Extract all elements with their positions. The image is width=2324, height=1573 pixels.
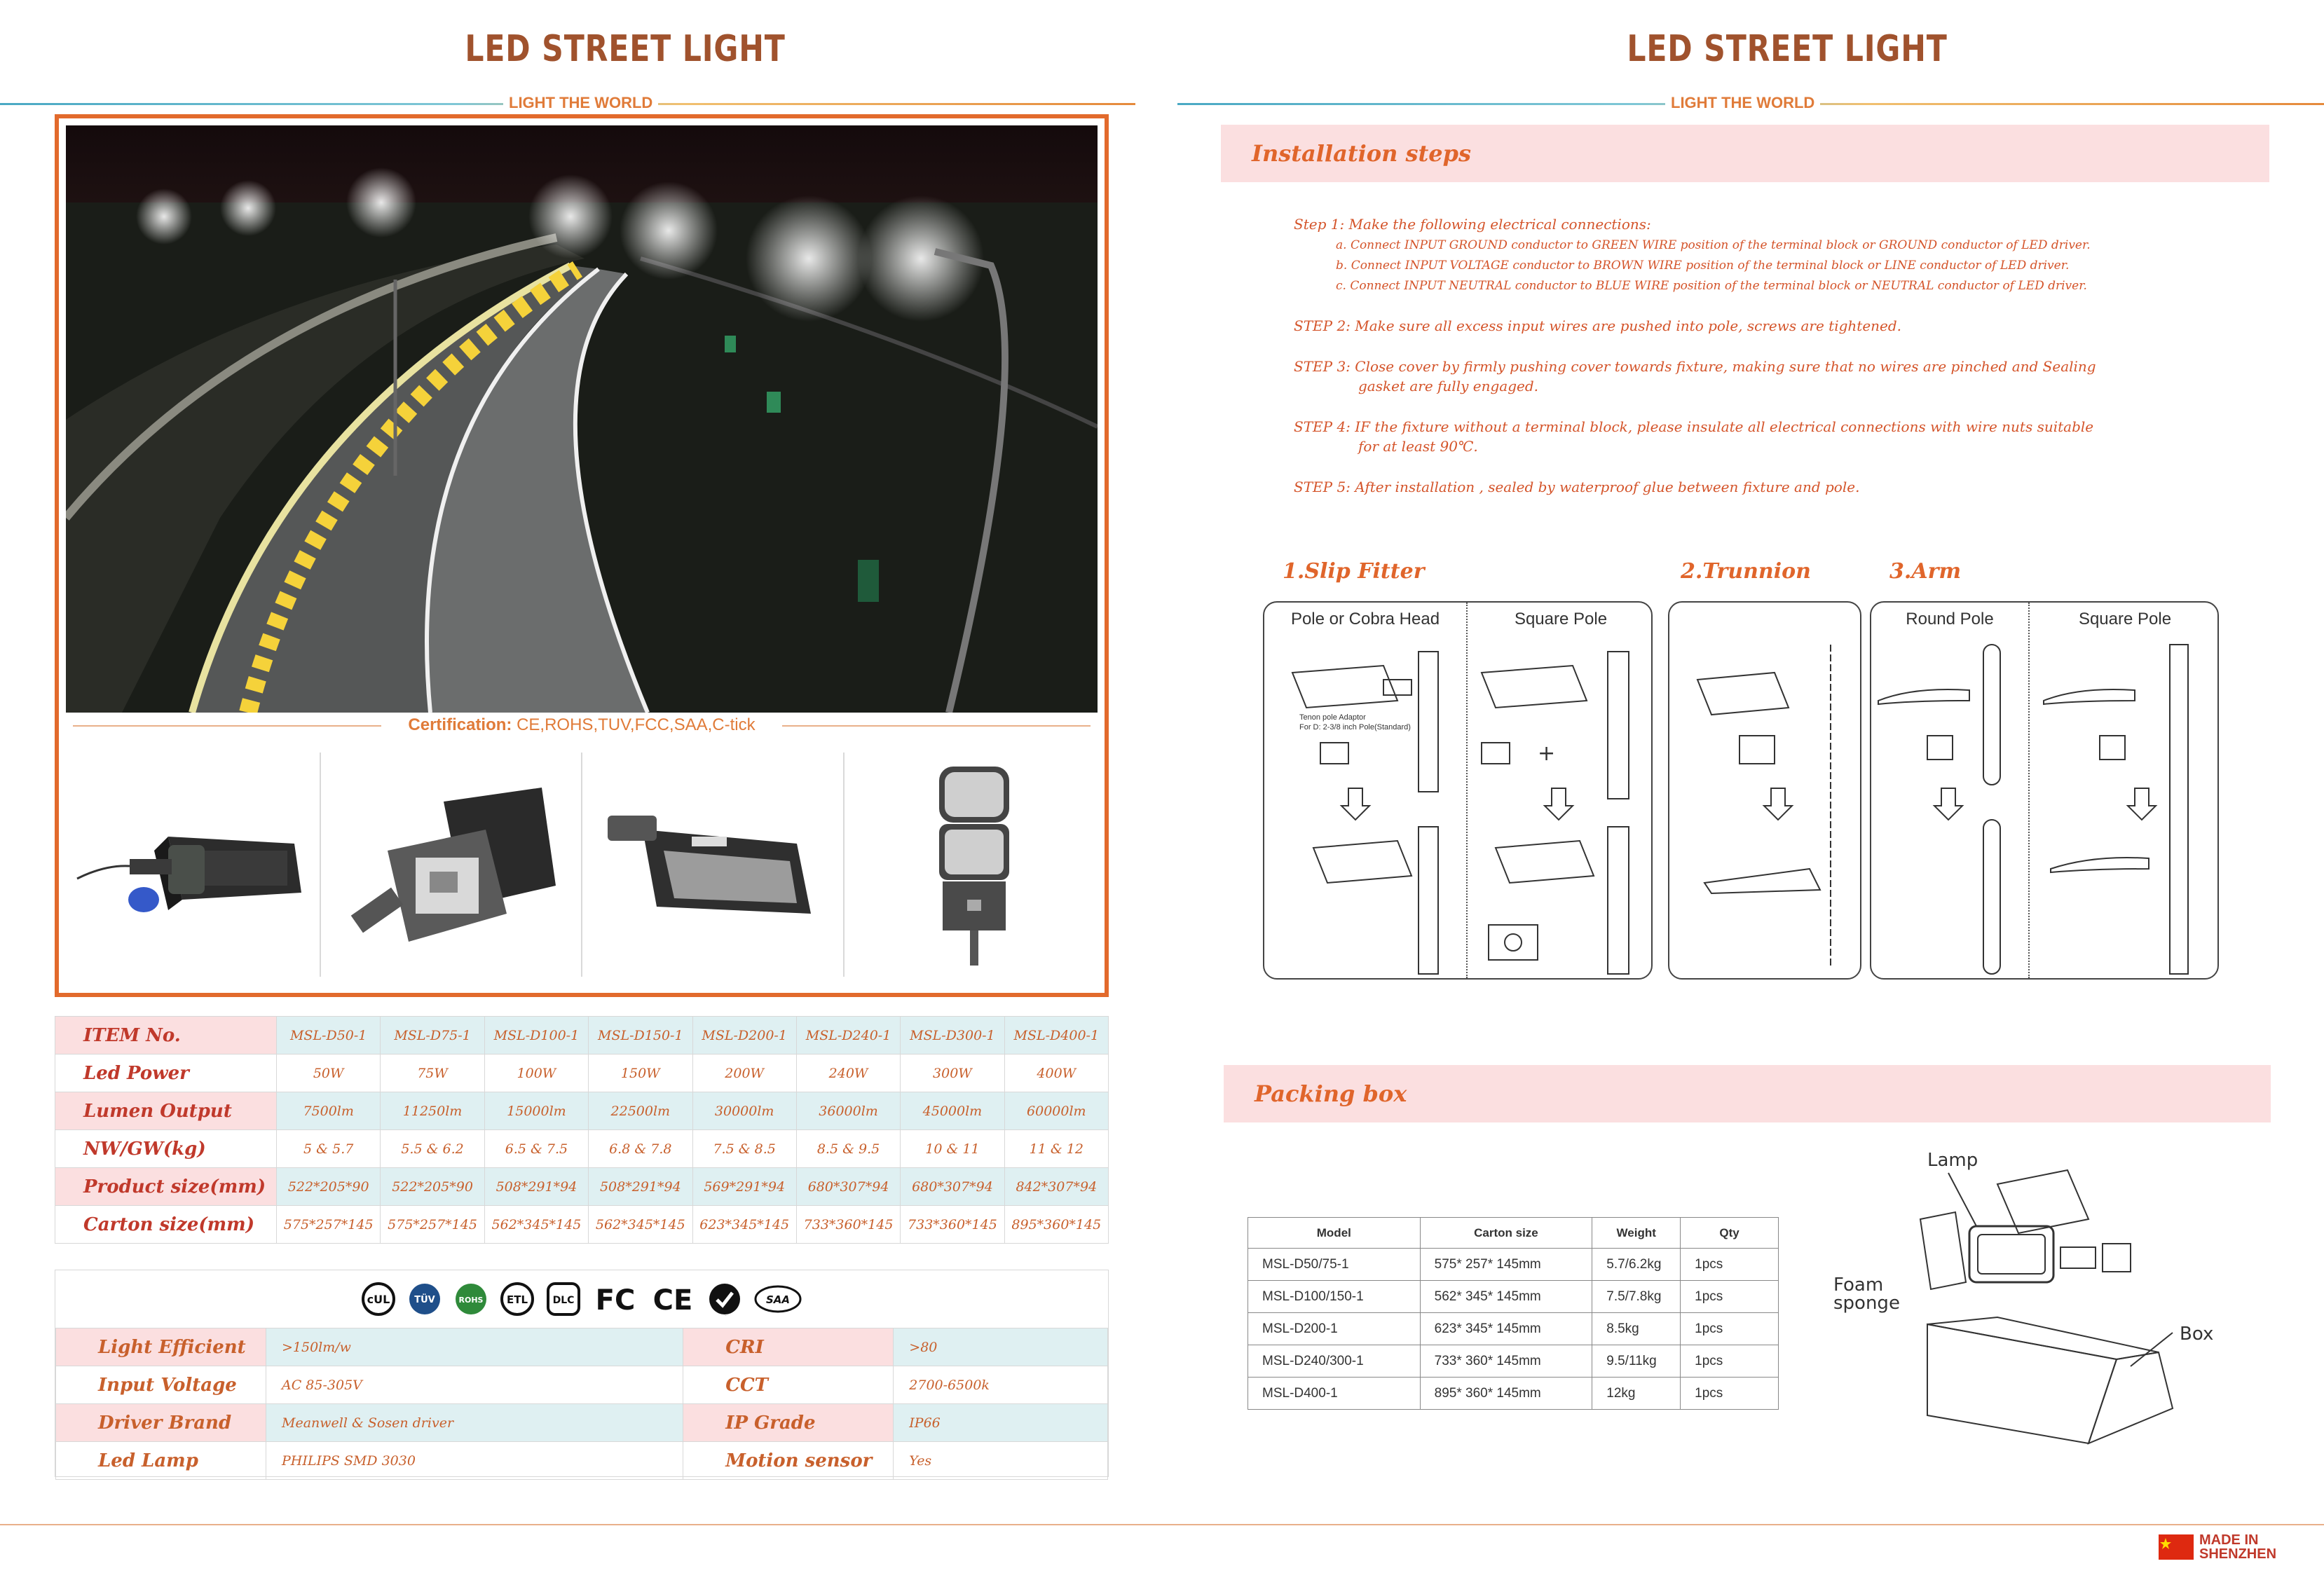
product-image-sensor	[59, 753, 321, 977]
table-cell: MSL-D200-1	[1248, 1313, 1421, 1345]
table-cell: 9.5/11kg	[1592, 1345, 1681, 1378]
slip-fitter-diagram	[1263, 601, 1653, 980]
table-row	[56, 1442, 1108, 1480]
table-cell: 12kg	[1592, 1378, 1681, 1410]
column-header: Qty	[1681, 1218, 1779, 1249]
table-cell: MSL-D400-1	[1004, 1017, 1108, 1055]
step-4: STEP 4: IF the fixture without a terminal block, please insulate all electrical connections with wire nuts suitable for at least 90℃.	[1294, 418, 2094, 455]
svg-text:sponge: sponge	[1833, 1293, 1900, 1314]
row-label: ITEM No.	[55, 1017, 277, 1055]
saa-logo-icon	[753, 1282, 802, 1317]
table-cell: 623*345*145	[692, 1206, 796, 1244]
made-in-text: MADE IN SHENZHEN	[2199, 1532, 2277, 1562]
pole-cobra-label: Pole or Cobra Head	[1290, 610, 1440, 628]
table-cell: 5.5 & 6.2	[381, 1130, 484, 1168]
table-row	[56, 1328, 1108, 1366]
svg-text:DLC: DLC	[552, 1295, 575, 1306]
table-cell: 562*345*145	[589, 1206, 692, 1244]
table-row	[55, 1017, 1109, 1055]
arm-diagram	[1870, 601, 2219, 980]
row-label: Product size(mm)	[55, 1168, 277, 1206]
table-row	[1248, 1345, 1779, 1378]
svg-text:TÜV: TÜV	[414, 1295, 435, 1305]
table-cell: MSL-D240-1	[796, 1017, 900, 1055]
column-header: Model	[1248, 1218, 1421, 1249]
round-pole-drawing	[1871, 603, 2028, 981]
table-row	[56, 1404, 1108, 1442]
table-cell: MSL-D150-1	[589, 1017, 692, 1055]
column-header: Weight	[1592, 1218, 1681, 1249]
table-cell: 7500lm	[277, 1092, 381, 1130]
table-cell: 680*307*94	[796, 1168, 900, 1206]
feature-value: >80	[894, 1328, 1108, 1366]
table-cell: MSL-D100-1	[484, 1017, 588, 1055]
table-cell: 11 & 12	[1004, 1130, 1108, 1168]
feature-value: Yes	[894, 1442, 1108, 1480]
step-5: STEP 5: After installation , sealed by waterproof glue between fixture and pole.	[1294, 479, 1860, 495]
ce-logo-icon	[650, 1282, 696, 1317]
table-cell: MSL-D50/75-1	[1248, 1249, 1421, 1281]
slip-fitter-drawing	[1264, 603, 1466, 981]
table-cell: 522*205*90	[381, 1168, 484, 1206]
table-row	[1248, 1378, 1779, 1410]
feature-value: AC 85-305V	[266, 1366, 683, 1404]
table-cell: 623* 345* 145mm	[1420, 1313, 1592, 1345]
c-tick-logo-icon	[707, 1282, 742, 1317]
table-cell: 522*205*90	[277, 1168, 381, 1206]
svg-text:SAA: SAA	[765, 1293, 791, 1306]
feature-value: Meanwell & Sosen driver	[266, 1404, 683, 1442]
svg-text:ETL: ETL	[506, 1293, 528, 1306]
table-cell: MSL-D300-1	[901, 1017, 1004, 1055]
step-1	[1294, 214, 2135, 295]
round-pole-column	[1871, 603, 2028, 978]
table-cell: 733*360*145	[901, 1206, 1004, 1244]
feature-key: Motion sensor	[683, 1442, 894, 1480]
footer-line	[0, 1524, 2324, 1525]
step-3: STEP 3: Close cover by firmly pushing cover towards fixture, making sure that no wires are pinched and Sealing gasket are fully engaged.	[1294, 358, 2096, 394]
table-row	[55, 1206, 1109, 1244]
installation-steps	[1294, 214, 2135, 518]
step-1c: c. Connect INPUT NEUTRAL conductor to BLUE WIRE position of the terminal block or NEUTRAL conductor of LED driver.	[1336, 279, 2087, 293]
table-cell: 75W	[381, 1055, 484, 1092]
table-cell: MSL-D200-1	[692, 1017, 796, 1055]
table-cell: 240W	[796, 1055, 900, 1092]
arm-title: 3.Arm	[1889, 559, 1962, 584]
table-row	[55, 1092, 1109, 1130]
feature-key: IP Grade	[683, 1404, 894, 1442]
svg-text:Box: Box	[2180, 1324, 2214, 1345]
product-image-front-view	[845, 753, 1105, 977]
table-cell: 10 & 11	[901, 1130, 1004, 1168]
table-cell: 45000lm	[901, 1092, 1004, 1130]
table-cell: 8.5kg	[1592, 1313, 1681, 1345]
table-cell: 569*291*94	[692, 1168, 796, 1206]
table-cell: 11250lm	[381, 1092, 484, 1130]
row-label: Carton size(mm)	[55, 1206, 277, 1244]
feature-key: Input Voltage	[56, 1366, 266, 1404]
table-cell: 36000lm	[796, 1092, 900, 1130]
table-cell: 6.8 & 7.8	[589, 1130, 692, 1168]
square-pole-2-column	[2030, 603, 2220, 978]
feature-key: Light Efficient	[56, 1328, 266, 1366]
product-image-luminaire	[582, 753, 845, 977]
row-label: NW/GW(kg)	[55, 1130, 277, 1168]
table-cell: 8.5 & 9.5	[796, 1130, 900, 1168]
left-tagline: LIGHT THE WORLD	[503, 94, 658, 112]
left-page-title: LED STREET LIGHT	[465, 28, 786, 70]
features-table	[55, 1328, 1108, 1480]
feature-value: PHILIPS SMD 3030	[266, 1442, 683, 1480]
table-cell: 562*345*145	[484, 1206, 588, 1244]
packing-diagram	[1822, 1142, 2215, 1457]
table-cell: 200W	[692, 1055, 796, 1092]
svg-text:+: +	[1538, 741, 1556, 766]
right-tagline: LIGHT THE WORLD	[1665, 94, 1820, 112]
product-showcase-frame	[55, 114, 1109, 997]
table-cell: 150W	[589, 1055, 692, 1092]
packing-table	[1248, 1217, 1779, 1410]
table-cell: 1pcs	[1681, 1378, 1779, 1410]
certification-label: Certification:	[408, 715, 512, 734]
certification-logos	[55, 1270, 1108, 1328]
table-row	[1248, 1313, 1779, 1345]
square-pole-2-label: Square Pole	[2078, 610, 2172, 628]
table-cell: 30000lm	[692, 1092, 796, 1130]
product-image-open-housing	[321, 753, 583, 977]
etl-logo-icon	[500, 1282, 535, 1317]
spec-table	[55, 1016, 1109, 1244]
round-pole-label: Round Pole	[1906, 610, 1994, 628]
table-cell: 575*257*145	[277, 1206, 381, 1244]
table-header-row	[1248, 1218, 1779, 1249]
trunnion-title: 2.Trunnion	[1681, 559, 1811, 584]
table-row	[56, 1366, 1108, 1404]
certification-value: CE,ROHS,TUV,FCC,SAA,C-tick	[512, 715, 756, 734]
table-cell: MSL-D240/300-1	[1248, 1345, 1421, 1378]
square-pole-drawing	[1468, 603, 1654, 981]
china-flag-icon	[2159, 1534, 2194, 1560]
row-label: Led Power	[55, 1055, 277, 1092]
made-in-shenzhen-badge	[2159, 1533, 2276, 1561]
table-cell: 562* 345* 145mm	[1420, 1281, 1592, 1313]
svg-text:ROHS: ROHS	[458, 1296, 484, 1305]
table-cell: 6.5 & 7.5	[484, 1130, 588, 1168]
certification-line	[59, 715, 1105, 735]
trunnion-drawing	[1669, 603, 1863, 981]
features-panel	[55, 1270, 1109, 1477]
tenon-note: Tenon pole Adaptor	[1299, 713, 1366, 722]
table-cell: 7.5 & 8.5	[692, 1130, 796, 1168]
feature-value: 2700-6500k	[894, 1366, 1108, 1404]
svg-text:CE: CE	[652, 1284, 693, 1317]
pole-cobra-column	[1264, 603, 1466, 978]
svg-text:Foam: Foam	[1833, 1275, 1884, 1296]
column-header: Carton size	[1420, 1218, 1592, 1249]
svg-text:C-tick: C-tick	[725, 1316, 727, 1317]
table-cell: 400W	[1004, 1055, 1108, 1092]
table-cell: 1pcs	[1681, 1249, 1779, 1281]
table-cell: 300W	[901, 1055, 1004, 1092]
tenon-note-2: For D: 2-3/8 inch Pole(Standard)	[1299, 723, 1411, 731]
table-cell: 895* 360* 145mm	[1420, 1378, 1592, 1410]
svg-text:Lamp: Lamp	[1927, 1150, 1978, 1171]
packing-box-heading: Packing box	[1224, 1065, 2271, 1122]
table-row	[1248, 1281, 1779, 1313]
table-cell: MSL-D100/150-1	[1248, 1281, 1421, 1313]
table-cell: 22500lm	[589, 1092, 692, 1130]
table-cell: 50W	[277, 1055, 381, 1092]
table-cell: 575* 257* 145mm	[1420, 1249, 1592, 1281]
table-cell: MSL-D75-1	[381, 1017, 484, 1055]
table-cell: 60000lm	[1004, 1092, 1108, 1130]
table-cell: 1pcs	[1681, 1345, 1779, 1378]
table-row	[1248, 1249, 1779, 1281]
step-1-text: Step 1: Make the following electrical connections:	[1294, 216, 1651, 233]
highway-night-photo	[66, 125, 1098, 713]
table-cell: 5 & 5.7	[277, 1130, 381, 1168]
table-cell: 100W	[484, 1055, 588, 1092]
table-cell: 680*307*94	[901, 1168, 1004, 1206]
tuv-logo-icon	[407, 1282, 442, 1317]
row-label: Lumen Output	[55, 1092, 277, 1130]
table-cell: 1pcs	[1681, 1313, 1779, 1345]
cul-logo-icon	[361, 1282, 396, 1317]
feature-key: CRI	[683, 1328, 894, 1366]
square-pole-label: Square Pole	[1514, 610, 1608, 628]
step-1b: b. Connect INPUT VOLTAGE conductor to BROWN WIRE position of the terminal block or LINE conductor of LED driver.	[1336, 259, 2070, 273]
fcc-logo-icon	[592, 1282, 638, 1317]
installation-steps-heading: Installation steps	[1221, 125, 2269, 182]
slip-fitter-title: 1.Slip Fitter	[1283, 559, 1425, 584]
table-cell: 895*360*145	[1004, 1206, 1108, 1244]
svg-text:FC: FC	[595, 1284, 636, 1317]
table-cell: 7.5/7.8kg	[1592, 1281, 1681, 1313]
feature-value: IP66	[894, 1404, 1108, 1442]
product-gallery	[59, 753, 1105, 977]
table-cell: MSL-D400-1	[1248, 1378, 1421, 1410]
table-cell: 508*291*94	[484, 1168, 588, 1206]
feature-key: CCT	[683, 1366, 894, 1404]
table-cell: 15000lm	[484, 1092, 588, 1130]
step-2: STEP 2: Make sure all excess input wires are pushed into pole, screws are tightened.	[1294, 317, 1902, 334]
table-cell: 575*257*145	[381, 1206, 484, 1244]
trunnion-diagram	[1668, 601, 1861, 980]
table-row	[55, 1055, 1109, 1092]
table-cell: 733* 360* 145mm	[1420, 1345, 1592, 1378]
table-cell: 733*360*145	[796, 1206, 900, 1244]
table-cell: MSL-D50-1	[277, 1017, 381, 1055]
table-cell: 508*291*94	[589, 1168, 692, 1206]
dlc-logo-icon	[546, 1282, 581, 1317]
packing-box-drawing	[1822, 1142, 2215, 1457]
table-row	[55, 1168, 1109, 1206]
rohs-logo-icon	[453, 1282, 488, 1317]
table-cell: 1pcs	[1681, 1281, 1779, 1313]
table-cell: 842*307*94	[1004, 1168, 1108, 1206]
table-row	[55, 1130, 1109, 1168]
svg-text:cUL: cUL	[367, 1293, 390, 1306]
feature-key: Led Lamp	[56, 1442, 266, 1480]
square-pole-arm-drawing	[2030, 603, 2220, 981]
table-cell: 5.7/6.2kg	[1592, 1249, 1681, 1281]
feature-key: Driver Brand	[56, 1404, 266, 1442]
right-page-title: LED STREET LIGHT	[1627, 28, 1948, 70]
step-1a: a. Connect INPUT GROUND conductor to GREEN WIRE position of the terminal block or GROUND conductor of LED driver.	[1336, 238, 2091, 252]
feature-value: >150lm/w	[266, 1328, 683, 1366]
square-pole-column	[1468, 603, 1654, 978]
